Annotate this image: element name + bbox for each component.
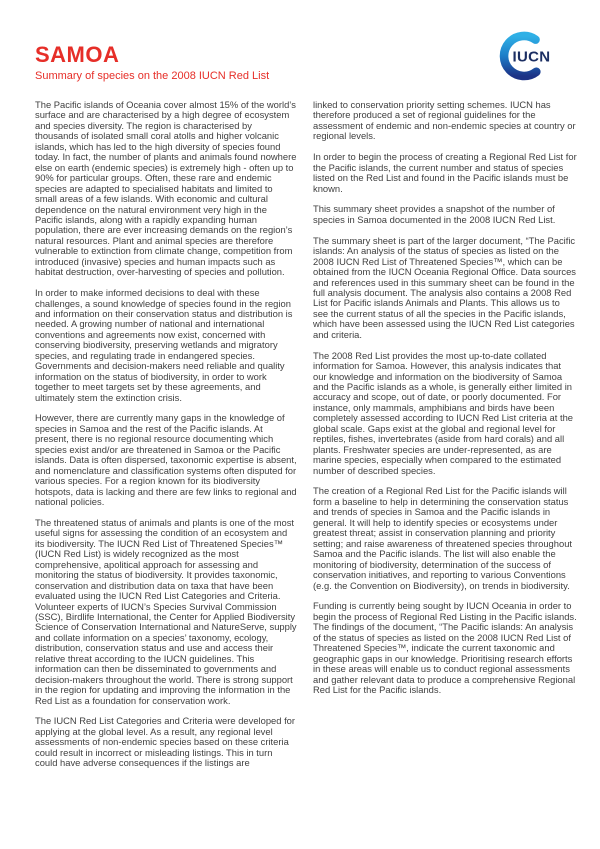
paragraph: linked to conservation priority setting schemes. IUCN has therefore produced a set of regional guidelines for the assessment of endemic and non-endemic species at country or regional levels. <box>313 99 576 142</box>
column-right <box>313 100 577 779</box>
column-left <box>35 100 297 779</box>
page-subtitle: Summary of species on the 2008 IUCN Red List <box>35 70 270 82</box>
iucn-logo <box>499 29 567 87</box>
paragraph: The Pacific islands of Oceania cover almost 15% of the world’s surface and are characterised by a high degree of ecosystem and species diversity. The region is characterised by thousands of isolated small coral atolls and higher volcanic islands, which has led to the high diversity of species found today. In fact, the number of plants and animals found nowhere else on earth (endemic species) is extremely high - often up to 90% for particular groups. Often, these rare and endemic species are adapted to specialised habitats and limited to small areas of a few islands. With economic and cultural dependence on the natural environment very high in the Pacific islands, along with a rapidly expanding human population, there are ever increasing demands on the region’s natural resources. Plant and animal species are therefore vulnerable to extinction from climate change, competition from introduced (invasive) species and human impacts such as habitat destruction, over-harvesting of species and pollution. <box>35 99 297 278</box>
body-columns <box>35 100 577 779</box>
paragraph: The 2008 Red List provides the most up-to-date collated information for Samoa. However, this analysis indicates that our knowledge and information on the biodiversity of Samoa and the Pacific islands as a whole, is generally either limited in accuracy and scope, out of date, or poorly documented. For instance, only mammals, amphibians and birds have been completely assessed according to IUCN Red List criteria at the global scale. Gaps exist at the global and regional level for reptiles, fishes, invertebrates (aside from hard corals) and all plants. Freshwater species are under-represented, as are marine species, especially when compared to the estimated number of described species. <box>313 349 574 476</box>
paragraph: This summary sheet provides a snapshot of the number of species in Samoa documented in the 2008 IUCN Red List. <box>313 203 556 225</box>
page-title: SAMOA <box>35 42 120 67</box>
paragraph: The threatened status of animals and plants is one of the most useful signs for assessing the condition of an ecosystem and its biodiversity. The IUCN Red List of Threatened Species™ (IUCN Red List) is widely recognized as the most comprehensive, apolitical approach for assessing and monitoring the status of biodiversity. It provides taxonomic, conservation and distribution data on taxa that have been evaluated using the IUCN Red List Categories and Criteria. Volunteer experts of IUCN’s Species Survival Commission (SSC), Birdlife International, the Center for Applied Biodiversity Science of Conservation International and NatureServe, supply and collate information on a species’ taxonomy, ecology, distribution, conservation status and use and access their relative threat according to the IUCN guidelines. This information can then be disseminated to governments and decision-makers throughout the world. There is strong support in the region for updating and improving the information in the Red List as a foundation for conservation work. <box>35 516 297 706</box>
paragraph: In order to make informed decisions to deal with these challenges, a sound knowledge of species found in the region and information on their conservation status and distribution is needed. A growing number of national and international conventions and agreements now exist, concerned with conserving biodiversity, preserving wetlands and migratory species, and regulating trade in endangered species. Governments and decision-makers need reliable and quality information on the status of biodiversity, in order to work together to meet targets set by these agreements, and ultimately stem the extinction crisis. <box>35 287 293 403</box>
paragraph: The summary sheet is part of the larger document, “The Pacific islands: An analysis of the status of species as listed on the 2008 IUCN Red List of Threatened Species™, which can be obtained from the IUCN Oceania Regional Office. Data sources and references used in this summary sheet can be found in the full analysis document. The analysis also contains a 2008 Red List for Pacific islands Animals and Plants. This allows us to see the current status of all the species in the Pacific islands, which have been assessed using the IUCN Red List categories and criteria. <box>313 234 576 340</box>
paragraph: The creation of a Regional Red List for the Pacific islands will form a baseline to help in determining the conservation status and trends of species in Samoa and the Pacific islands in general. It will help to identify species or ecosystems under greatest threat; assist in conservation planning and priority setting; and raise awareness of threatened species throughout Samoa and the Pacific islands. The list will also enable the monitoring of biodiversity, determination of the success of conservation initiatives, and reporting to various Conventions (e.g. the Convention on Biodiversity), on trends in biodiversity. <box>313 485 573 591</box>
paragraph: In order to begin the process of creating a Regional Red List for the Pacific islands, the current number and status of species listed on the Red List and found in the Pacific islands must be known. <box>313 151 577 194</box>
paragraph: However, there are currently many gaps in the knowledge of species in Samoa and the rest of the Pacific islands. At present, there is no regional resource documenting which species exist and/or are threatened in Samoa or the Pacific islands. Data is often dispersed, taxonomic expertise is absent, and nomenclature and classification systems often disputed for various species. For a region known for its biodiversity hotspots, data is lacking and there are few links to regional and national policies. <box>35 412 297 508</box>
logo-wordmark: IUCN <box>512 48 551 66</box>
paragraph: The IUCN Red List Categories and Criteria were developed for applying at the global level. As a result, any regional level assessments of non-endemic species based on these criteria could result in incorrect or misleading listings. This in turn could have adverse consequences if the listings are <box>35 715 296 769</box>
paragraph: Funding is currently being sought by IUCN Oceania in order to begin the process of Regional Red Listing in the Pacific islands. The findings of the document, “The Pacific islands: An analysis of the status of species as listed on the 2008 IUCN Red List of Threatened Species™, indicate the current taxonomic and geographic gaps in our knowledge. Prioritising research efforts in these areas will enable us to conduct regional assessments and gather relevant data to produce a comprehensive Regional Red List for the Pacific islands. <box>313 600 577 695</box>
